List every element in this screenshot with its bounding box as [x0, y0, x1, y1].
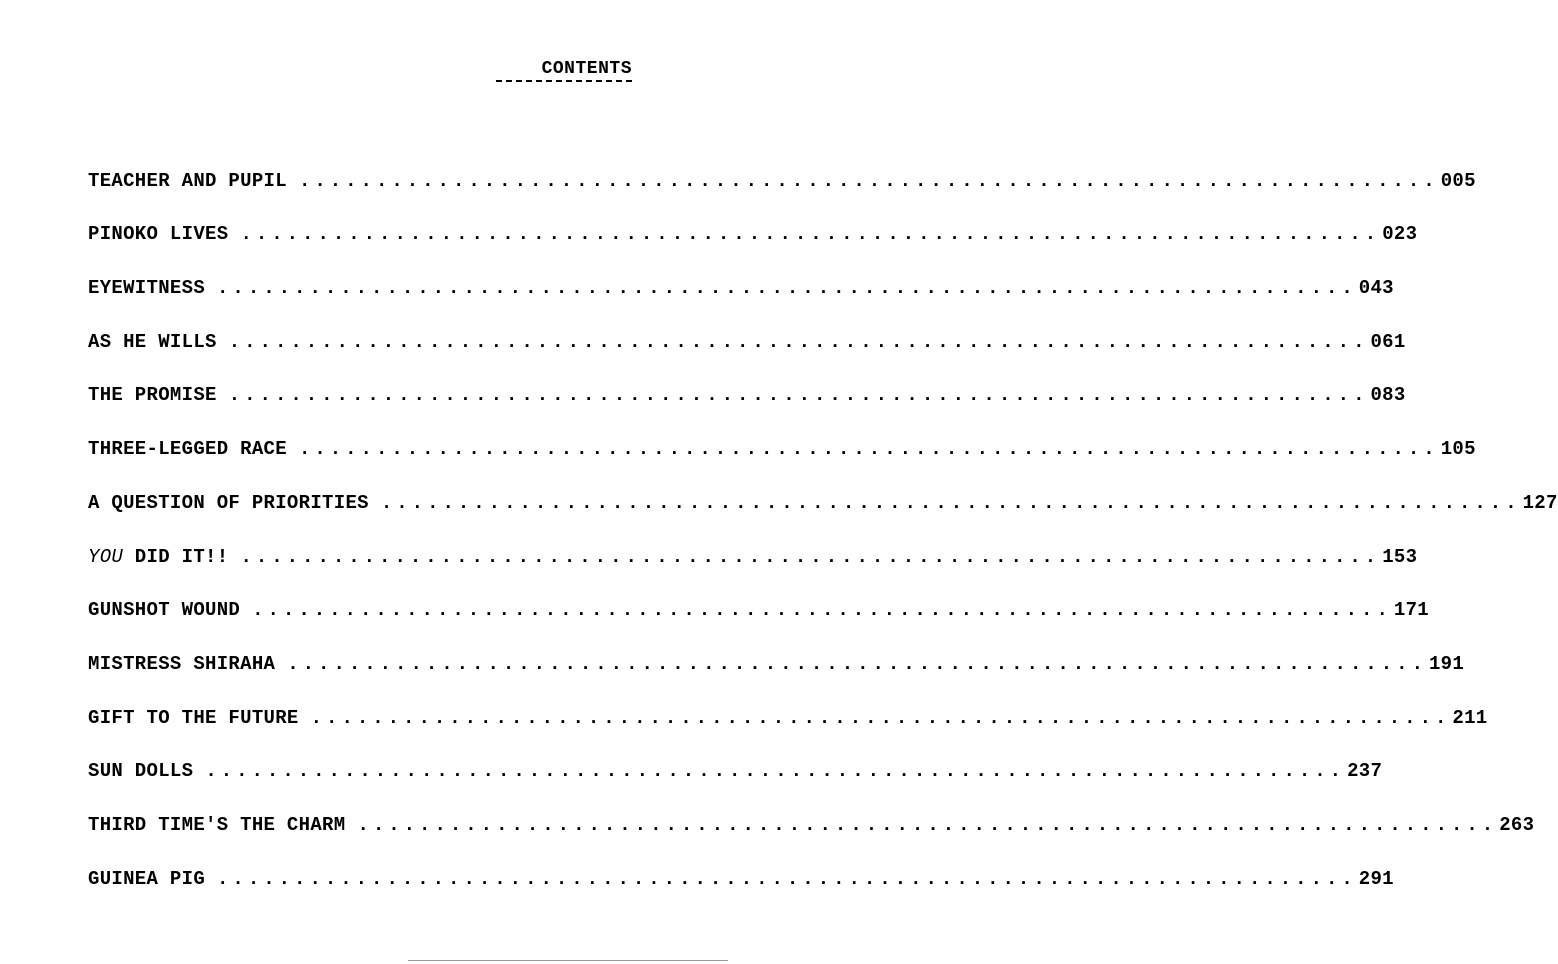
dot-leader: .......................................................................... — [205, 760, 1346, 783]
toc-entry[interactable] — [88, 245, 1394, 300]
toc-page-number: 127 — [1522, 491, 1558, 514]
dot-leader: .......................................................................... — [240, 545, 1381, 568]
toc-entry[interactable] — [88, 568, 1429, 622]
dot-leader: .......................................................................... — [380, 491, 1521, 514]
dot-leader: .......................................................................... — [228, 330, 1369, 353]
dot-leader: .......................................................................... — [240, 223, 1381, 246]
toc-page-number: 291 — [1358, 867, 1394, 890]
page-title: CONTENTS — [541, 59, 632, 79]
toc-page-number: 191 — [1428, 652, 1465, 675]
toc-entry-title: PINOKO LIVES — [88, 223, 229, 246]
dot-leader: .......................................................................... — [252, 599, 1392, 622]
toc-page-number: 083 — [1370, 384, 1406, 407]
toc-entry[interactable] — [88, 782, 1535, 836]
toc-entry-title: TEACHER AND PUPIL — [88, 169, 287, 192]
title-underline — [496, 80, 632, 82]
toc-entry-title: AS HE WILLS — [88, 330, 217, 353]
dot-leader: .......................................................................... — [298, 438, 1439, 461]
toc-entry[interactable] — [88, 299, 1406, 353]
toc-page-number: 043 — [1358, 277, 1394, 300]
dot-leader: .......................................................................... — [298, 169, 1439, 192]
toc-entry-title: A QUESTION OF PRIORITIES — [88, 491, 369, 514]
toc-page-number: 211 — [1452, 706, 1488, 729]
toc-entry-title: THE PROMISE — [88, 384, 217, 407]
toc-entry[interactable] — [88, 675, 1488, 729]
toc-entry[interactable] — [88, 621, 1465, 675]
toc-entry-title: MISTRESS SHIRAHA — [88, 652, 276, 675]
dot-leader: .......................................................................... — [287, 652, 1427, 675]
dot-leader: .......................................................................... — [217, 867, 1357, 890]
toc-entry[interactable] — [88, 460, 1558, 514]
bottom-edge-rule — [408, 960, 728, 961]
toc-entry[interactable] — [88, 836, 1394, 890]
toc-entry[interactable] — [88, 729, 1383, 783]
toc-entry-title: GUNSHOT WOUND — [88, 599, 241, 622]
toc-entry-title: GUINEA PIG — [88, 867, 206, 890]
toc-page-number: 263 — [1499, 813, 1535, 836]
toc-entry-title: THIRD TIME'S THE CHARM — [88, 813, 346, 836]
dot-leader: .......................................................................... — [310, 706, 1451, 729]
toc-page-number: 237 — [1347, 760, 1383, 783]
toc-entry[interactable] — [88, 514, 1418, 568]
toc-entry[interactable] — [88, 406, 1476, 461]
toc-entry-title: YOU DID IT!! — [88, 545, 229, 568]
toc-page-number: 005 — [1440, 169, 1476, 192]
toc-entry-title: SUN DOLLS — [88, 760, 194, 783]
toc-page-number: 105 — [1440, 438, 1476, 461]
toc-page-number: 023 — [1382, 223, 1418, 246]
toc-entry[interactable] — [88, 138, 1476, 192]
dot-leader: .......................................................................... — [357, 813, 1498, 836]
dot-leader: .......................................................................... — [228, 384, 1369, 407]
toc-entry-title: GIFT TO THE FUTURE — [88, 706, 299, 729]
toc-entry-title: THREE-LEGGED RACE — [88, 438, 287, 461]
table-of-contents — [88, 138, 1558, 890]
dot-leader: .......................................................................... — [217, 277, 1357, 300]
toc-entry[interactable] — [88, 353, 1406, 407]
toc-page-number: 153 — [1382, 545, 1418, 568]
toc-entry-title: EYEWITNESS — [88, 277, 206, 300]
toc-page-number: 061 — [1370, 330, 1406, 353]
toc-page-number: 171 — [1393, 599, 1429, 622]
toc-entry[interactable] — [88, 192, 1418, 246]
